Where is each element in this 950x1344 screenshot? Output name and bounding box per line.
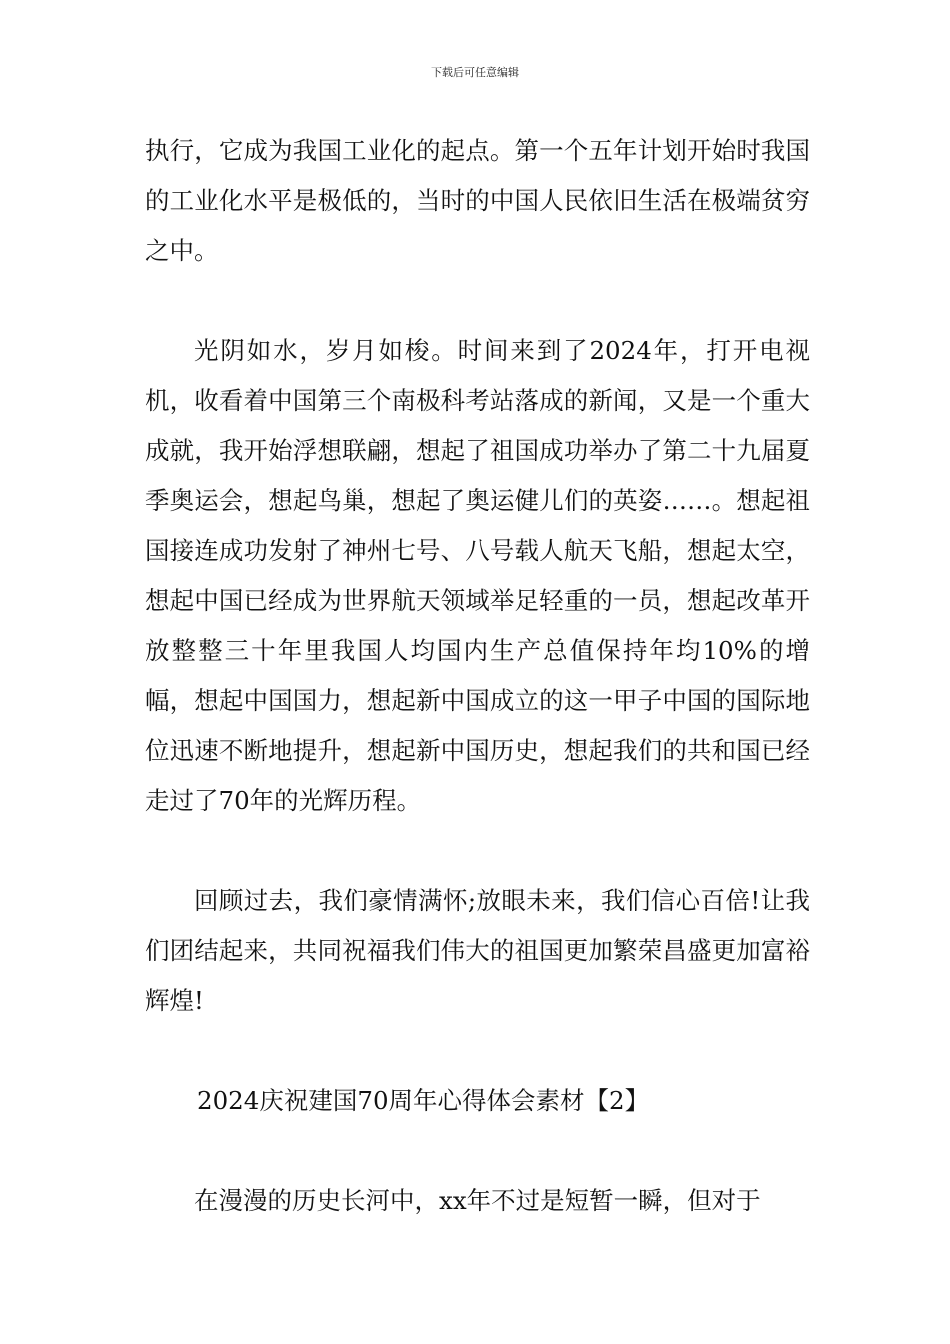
paragraph-time-flies: 光阴如水，岁月如梭。时间来到了2024年，打开电视机，收看着中国第三个南极科考站落成的新闻，又是一个重大成就，我开始浮想联翩，想起了祖国成功举办了第二十九届夏季奥运会，想起鸟巢，想起了奥运健儿们的英姿……。想起祖国接连成功发射了神州七号、八号载人航天飞船，想起太空，想起中国已经成为世界航天领域举足轻重的一员，想起改革开放整整三十年里我国人均国内生产总值保持年均10%的增幅，想起中国国力，想起新中国成立的这一甲子中国的国际地位迅速不断地提升，想起新中国历史，想起我们的共和国已经走过了70年的光辉历程。: [145, 336, 810, 815]
paragraph-continuation: 执行，它成为我国工业化的起点。第一个五年计划开始时我国的工业化水平是极低的，当时的中国人民依旧生活在极端贫穷之中。: [145, 136, 810, 265]
paragraph-look-back: 回顾过去，我们豪情满怀;放眼未来，我们信心百倍!让我们团结起来，共同祝福我们伟大的祖国更加繁荣昌盛更加富裕辉煌!: [145, 886, 810, 1015]
document-body: [145, 126, 810, 1226]
section-heading: 2024庆祝建国70周年心得体会素材【2】: [197, 1086, 650, 1115]
page-header: 下载后可任意编辑: [431, 66, 519, 79]
paragraph-history-river: 在漫漫的历史长河中，xx年不过是短暂一瞬，但对于: [194, 1186, 761, 1215]
